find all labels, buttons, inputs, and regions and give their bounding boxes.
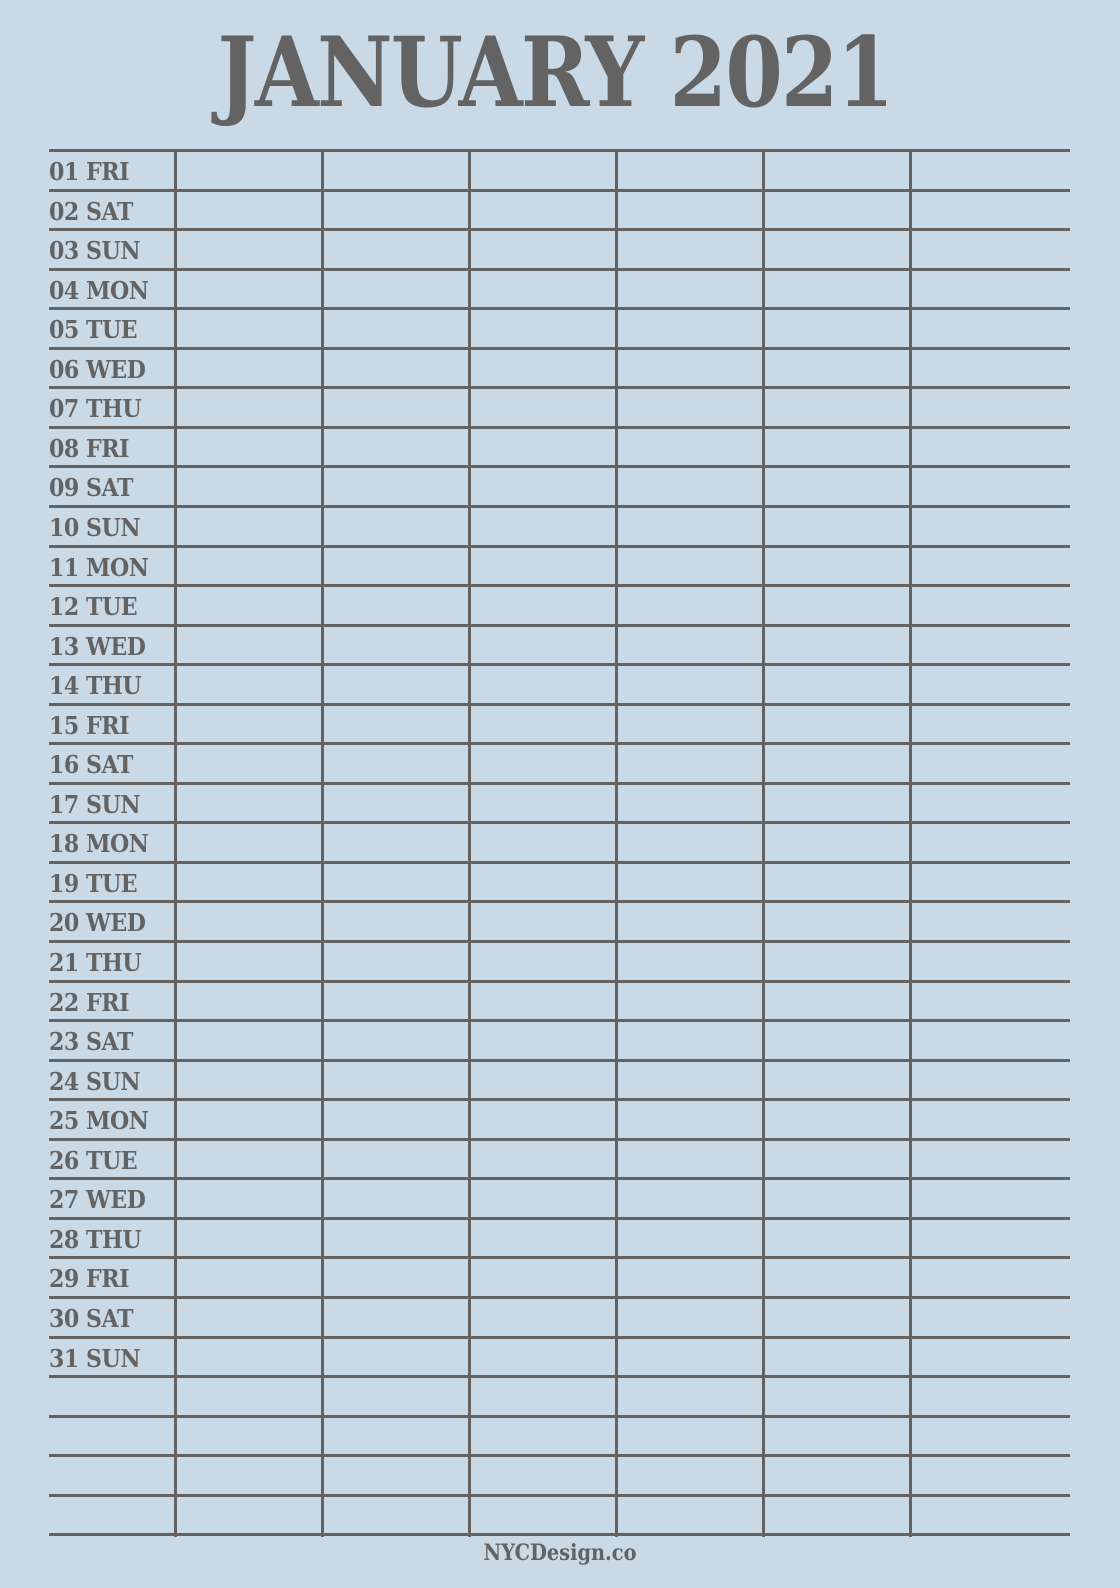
day-label: 04 MON (49, 276, 149, 305)
row-divider (49, 1336, 1070, 1339)
row-divider (49, 1217, 1070, 1220)
row-divider (49, 1494, 1070, 1497)
day-label: 01 FRI (49, 157, 130, 186)
day-label: 15 FRI (49, 711, 130, 740)
day-label: 02 SAT (49, 197, 133, 226)
row-divider (49, 1177, 1070, 1180)
column-divider (321, 151, 324, 1537)
day-label: 26 TUE (49, 1146, 138, 1175)
row-divider (49, 782, 1070, 785)
row-divider (49, 940, 1070, 943)
day-label: 29 FRI (49, 1264, 130, 1293)
day-label: 09 SAT (49, 473, 133, 502)
day-label: 28 THU (49, 1225, 142, 1254)
day-label: 30 SAT (49, 1304, 133, 1333)
row-divider (49, 584, 1070, 587)
column-divider (468, 151, 471, 1537)
day-label: 20 WED (49, 908, 146, 937)
row-divider (49, 505, 1070, 508)
day-label: 11 MON (49, 553, 149, 582)
day-label: 23 SAT (49, 1027, 133, 1056)
column-divider (615, 151, 618, 1537)
row-divider (49, 1296, 1070, 1299)
footer-credit: NYCDesign.co (483, 1540, 637, 1566)
day-label: 05 TUE (49, 315, 138, 344)
day-label: 24 SUN (49, 1067, 141, 1096)
row-divider (49, 1256, 1070, 1259)
day-label: 27 WED (49, 1185, 146, 1214)
day-label: 03 SUN (49, 236, 141, 265)
row-divider (49, 742, 1070, 745)
row-divider (49, 980, 1070, 983)
column-divider (909, 151, 912, 1537)
row-divider (49, 624, 1070, 627)
row-divider (49, 228, 1070, 231)
day-label: 22 FRI (49, 988, 130, 1017)
row-divider (49, 465, 1070, 468)
row-divider (49, 426, 1070, 429)
day-label: 18 MON (49, 829, 149, 858)
row-divider (49, 1415, 1070, 1418)
column-divider (762, 151, 765, 1537)
row-divider (49, 386, 1070, 389)
row-divider (49, 703, 1070, 706)
row-divider (49, 1019, 1070, 1022)
day-label: 31 SUN (49, 1344, 141, 1373)
row-divider (49, 1138, 1070, 1141)
row-divider (49, 347, 1070, 350)
row-divider (49, 900, 1070, 903)
row-divider (49, 1533, 1070, 1536)
calendar-title: JANUARY 2021 (217, 16, 893, 129)
day-label: 06 WED (49, 355, 146, 384)
day-label: 13 WED (49, 632, 146, 661)
day-label: 08 FRI (49, 434, 130, 463)
day-label: 12 TUE (49, 592, 138, 621)
day-label: 14 THU (49, 671, 142, 700)
row-divider (49, 663, 1070, 666)
row-divider (49, 1375, 1070, 1378)
row-divider (49, 149, 1070, 152)
day-label: 16 SAT (49, 750, 133, 779)
day-label: 17 SUN (49, 790, 141, 819)
day-label: 25 MON (49, 1106, 149, 1135)
row-divider (49, 1059, 1070, 1062)
column-divider (174, 151, 177, 1537)
row-divider (49, 268, 1070, 271)
row-divider (49, 861, 1070, 864)
row-divider (49, 1098, 1070, 1101)
row-divider (49, 545, 1070, 548)
row-divider (49, 307, 1070, 310)
day-label: 19 TUE (49, 869, 138, 898)
row-divider (49, 821, 1070, 824)
day-label: 07 THU (49, 394, 142, 423)
day-label: 21 THU (49, 948, 142, 977)
day-label: 10 SUN (49, 513, 141, 542)
row-divider (49, 1454, 1070, 1457)
row-divider (49, 189, 1070, 192)
